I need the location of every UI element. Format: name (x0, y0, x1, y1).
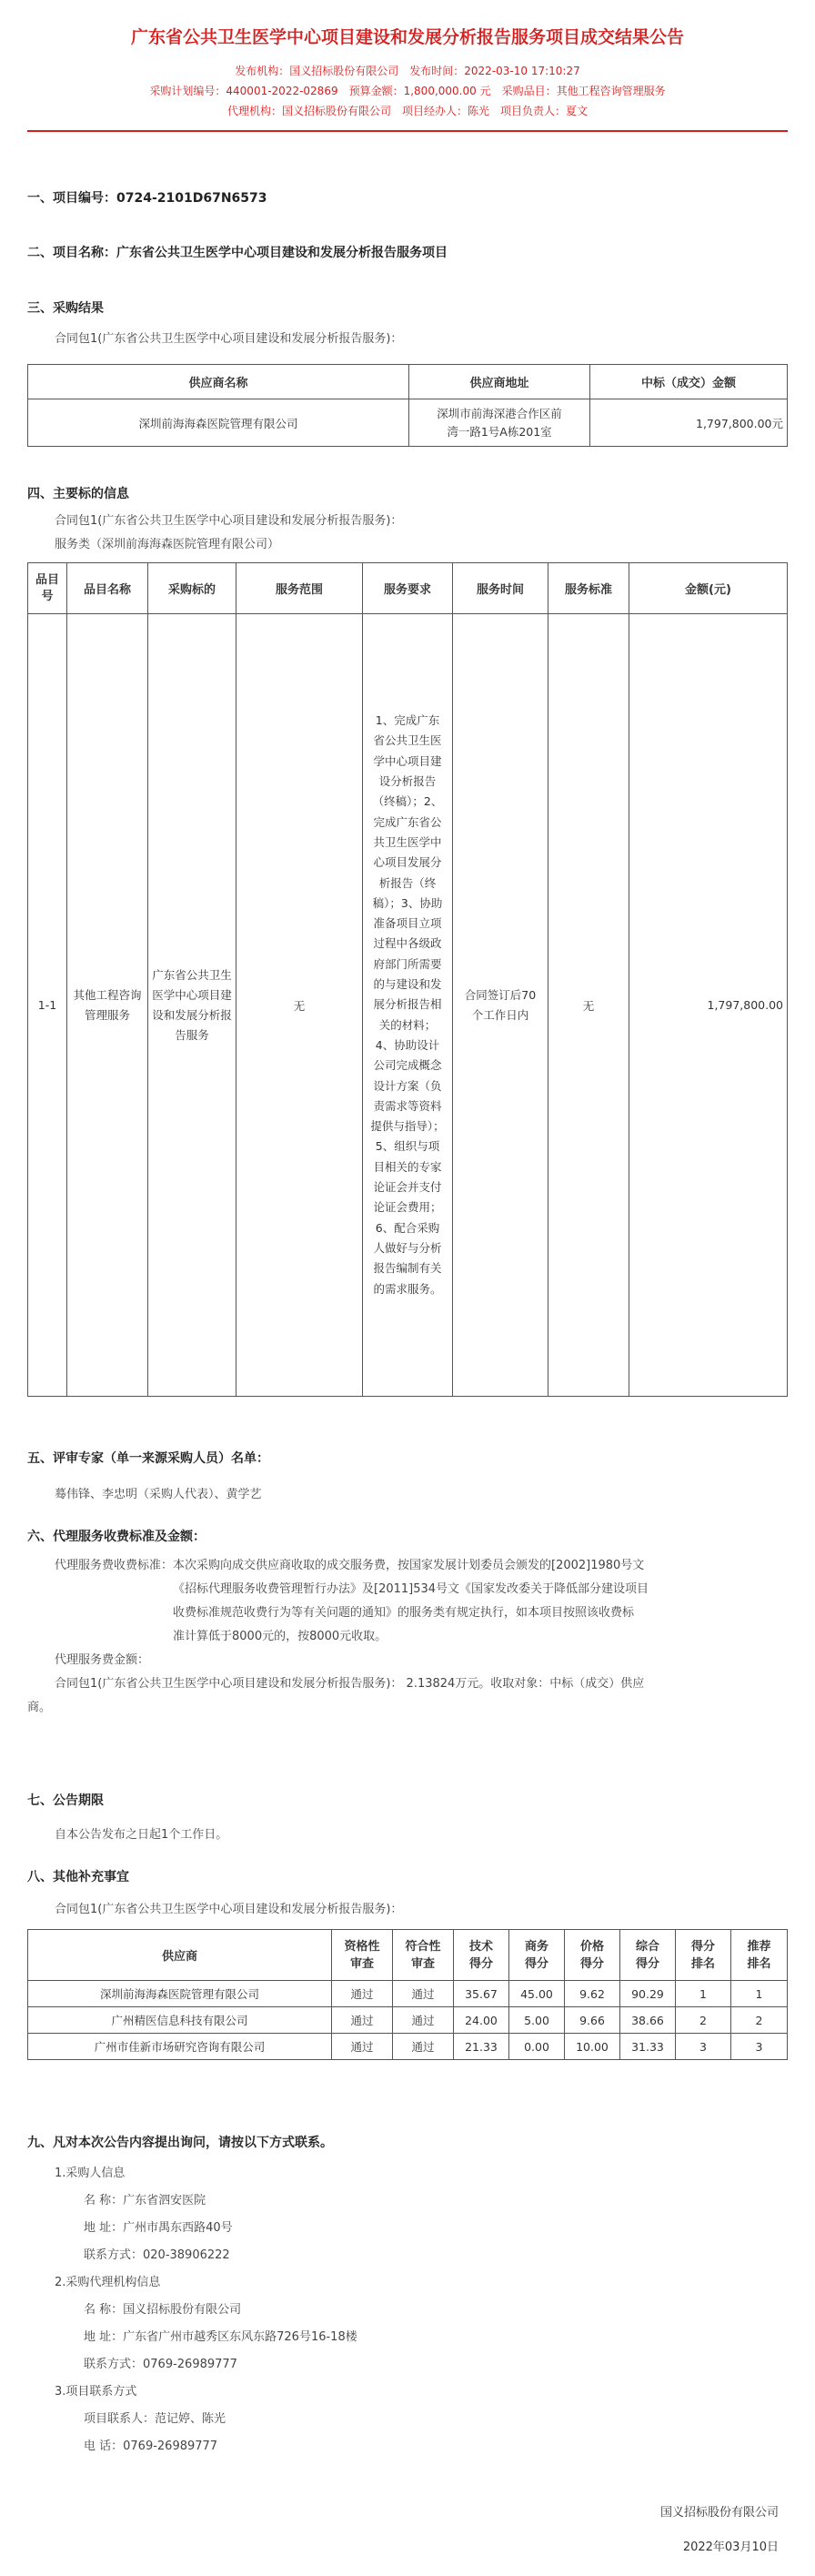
cell-qualification: 通过 (332, 2007, 393, 2034)
fee-standard-line: 《招标代理服务收费管理暂行办法》及[2011]534号文《国家发改委关于降低部分建设项目 (173, 1582, 649, 1596)
section-heading: 二、项目名称：广东省公共卫生医学中心项目建设和发展分析报告服务项目 (27, 246, 448, 260)
header-supplier-address: 供应商地址 (409, 365, 590, 399)
cell-business-score: 0.00 (509, 2034, 565, 2060)
header-tech-score: 技术 得分 (454, 1930, 509, 1981)
cell-tech-score: 24.00 (454, 2007, 509, 2034)
meta-plan-no: 采购计划编号：440001-2022-02869 (149, 85, 338, 97)
section-project-no (27, 188, 788, 207)
section-notice-period (27, 1791, 788, 1847)
signature-org: 国义招标股份有限公司 (659, 2506, 779, 2520)
cell-recommend-rank: 2 (731, 2007, 788, 2034)
section-heading: 六、代理服务收费标准及金额： (27, 1530, 206, 1544)
page-title: 广东省公共卫生医学中心项目建设和发展分析报告服务项目成交结果公告 (130, 27, 684, 47)
fee-standard-line: 代理服务费收费标准：本次采购向成交供应商收取的成交服务费，按国家发展计划委员会颁发的[2002]1980号文 (55, 1559, 645, 1572)
cell-total-score: 38.66 (620, 2007, 676, 2034)
cell-supplier: 广州精医信息科技有限公司 (28, 2007, 332, 2034)
cell-business-score: 5.00 (509, 2007, 565, 2034)
cell-recommend-rank: 3 (731, 2034, 788, 2060)
header-compliance: 符合性 审查 (393, 1930, 454, 1981)
fee-amount-line: 合同包1(广东省公共卫生医学中心项目建设和发展分析报告服务)： 2.13824万元。收取对象：中标（成交）供应 (55, 1677, 645, 1691)
header-score-rank: 得分 排名 (676, 1930, 731, 1981)
table-row (28, 399, 788, 447)
cell-business-score: 45.00 (509, 1981, 565, 2007)
section-agency-fee (27, 1527, 788, 1720)
fee-amount-line: 商。 (27, 1701, 52, 1714)
address-line-1: 深圳市前海深港合作区前 (437, 406, 562, 420)
agency-name: 名 称：国义招标股份有限公司 (84, 2303, 242, 2317)
section-experts (27, 1449, 788, 1507)
header-supplier: 供应商 (28, 1930, 332, 1981)
fee-standard-line: 收费标准规范收费行为等有关问题的通知》的服务类有规定执行，如本项目按照该收费标 (173, 1606, 635, 1620)
cell-supplier: 广州市佳新市场研究咨询有限公司 (28, 2034, 332, 2060)
result-table (27, 364, 788, 447)
project-contact-person: 项目联系人：范记婷、陈光 (84, 2412, 226, 2426)
cell-score-rank: 1 (676, 1981, 731, 2007)
section-project-name (27, 243, 788, 261)
cell-tech-score: 35.67 (454, 1981, 509, 2007)
score-table (27, 1929, 788, 2060)
expert-names: 蓦伟锋、李忠明（采购人代表）、黄学艺 (55, 1488, 262, 1501)
buyer-address: 地 址：广州市禺东西路40号 (84, 2221, 233, 2235)
header-total-score: 综合 得分 (620, 1930, 676, 1981)
service-type-label: 服务类（深圳前海海森医院管理有限公司） (55, 538, 280, 551)
cell-price-score: 9.66 (565, 2007, 620, 2034)
signature-block (660, 2502, 779, 2559)
cell-score-rank: 2 (676, 2007, 731, 2034)
cell-total-score: 31.33 (620, 2034, 676, 2060)
meta-manager: 项目经办人：陈光 (401, 105, 489, 117)
header-price-score: 价格 得分 (565, 1930, 620, 1981)
header-time: 服务时间 (453, 563, 548, 614)
section-main-subject (27, 484, 788, 1397)
section-heading: 七、公告期限 (27, 1793, 104, 1808)
cell-compliance: 通过 (393, 2034, 454, 2060)
cell-qualification: 通过 (332, 2034, 393, 2060)
cell-amount: 1,797,800.00 (629, 614, 788, 1397)
notice-period-text: 自本公告发布之日起1个工作日。 (55, 1828, 228, 1842)
title-divider (27, 130, 788, 132)
header-supplier-name: 供应商名称 (28, 365, 409, 399)
meta-category: 采购品目：其他工程咨询管理服务 (501, 85, 666, 97)
cell-requirement: 1、完成广东省公共卫生医学中心项目建设分析报告（终稿）；2、完成广东省公共卫生医学中心项目发展分析报告（终稿）；3、协助准备项目立项过程中各级政府部门所需要的与建设和发展分析报告相关的材料； 4、协助设计公司完成概念设计方案（负责需求等资料提供与指导）；5、组织与项目相关的专家论证会并支付论证会费用；6、配合采购人做好与分析报告编制有关的需求服务。 (363, 614, 453, 1397)
cell-supplier-address (409, 399, 590, 447)
header-item-name: 品目名称 (67, 563, 148, 614)
header-requirement: 服务要求 (363, 563, 453, 614)
header-recommend-rank: 推荐 排名 (731, 1930, 788, 1981)
buyer-phone: 联系方式：020-38906222 (84, 2248, 230, 2262)
meta-leader: 项目负责人：夏文 (500, 105, 589, 117)
cell-total-score: 90.29 (620, 1981, 676, 2007)
section-heading: 四、主要标的信息 (27, 487, 129, 501)
cell-compliance: 通过 (393, 1981, 454, 2007)
section-heading: 八、其他补充事宜 (27, 1870, 129, 1884)
subject-table (27, 562, 788, 1397)
section-heading: 五、评审专家（单一来源采购人员）名单： (27, 1451, 269, 1466)
meta-publish-time: 发布时间：2022-03-10 17:10:27 (409, 65, 580, 77)
meta-publisher: 发布机构：国义招标股份有限公司 (235, 65, 399, 77)
contact-list (27, 2160, 788, 2460)
agency-address: 地 址：广东省广州市越秀区东风东路726号16-18楼 (84, 2330, 357, 2344)
header-scope: 服务范围 (236, 563, 363, 614)
table-row (28, 2034, 788, 2060)
section-heading: 一、项目编号：0724-2101D67N6573 (27, 191, 267, 206)
meta-budget: 预算金额：1,800,000.00 元 (348, 85, 491, 97)
cell-price-score: 10.00 (565, 2034, 620, 2060)
section-contact (27, 2133, 788, 2460)
meta-agency: 代理机构：国义招标股份有限公司 (226, 105, 391, 117)
table-header-row (28, 1930, 788, 1981)
table-row (28, 2007, 788, 2034)
section-heading: 三、采购结果 (27, 301, 104, 316)
section-procurement-result (27, 298, 788, 447)
fee-standard (27, 1554, 788, 1649)
cell-qualification: 通过 (332, 1981, 393, 2007)
announcement-meta (27, 61, 788, 121)
header-amount: 中标（成交）金额 (590, 365, 788, 399)
cell-score-rank: 3 (676, 2034, 731, 2060)
cell-item-no: 1-1 (28, 614, 67, 1397)
header-item-no: 品目号 (28, 563, 67, 614)
project-contact-title: 3.项目联系方式 (55, 2385, 137, 2399)
section-heading: 九、凡对本次公告内容提出询问，请按以下方式联系。 (27, 2136, 333, 2150)
package-label: 合同包1(广东省公共卫生医学中心项目建设和发展分析报告服务)： (55, 332, 403, 346)
cell-time: 合同签订后70个工作日内 (453, 614, 548, 1397)
cell-amount: 1,797,800.00元 (590, 399, 788, 447)
table-header-row (28, 365, 788, 399)
cell-tech-score: 21.33 (454, 2034, 509, 2060)
project-contact-phone: 电 话：0769-26989777 (84, 2440, 218, 2453)
agency-phone: 联系方式：0769-26989777 (84, 2358, 237, 2371)
section-supplementary (27, 1867, 788, 2060)
address-line-2: 湾一路1号A栋201室 (447, 424, 552, 439)
cell-scope: 无 (236, 614, 363, 1397)
cell-target: 广东省公共卫生医学中心项目建设和发展分析报告服务 (148, 614, 236, 1397)
cell-recommend-rank: 1 (731, 1981, 788, 2007)
header-amount: 金额(元) (629, 563, 788, 614)
fee-standard-line: 准计算低于8000元的，按8000元收取。 (173, 1630, 387, 1643)
cell-standard: 无 (548, 614, 629, 1397)
signature-date: 2022年03月10日 (682, 2541, 779, 2554)
package-label: 合同包1(广东省公共卫生医学中心项目建设和发展分析报告服务)： (55, 514, 403, 528)
table-row (28, 614, 788, 1397)
table-header-row (28, 563, 788, 614)
cell-supplier-name: 深圳前海海森医院管理有限公司 (28, 399, 409, 447)
header-standard: 服务标准 (548, 563, 629, 614)
cell-price-score: 9.62 (565, 1981, 620, 2007)
cell-item-name: 其他工程咨询管理服务 (67, 614, 148, 1397)
package-label: 合同包1(广东省公共卫生医学中心项目建设和发展分析报告服务)： (55, 1903, 403, 1916)
fee-amount-label: 代理服务费金额： (55, 1653, 150, 1667)
header-target: 采购标的 (148, 563, 236, 614)
table-row (28, 1981, 788, 2007)
header-qualification: 资格性 审查 (332, 1930, 393, 1981)
header-business-score: 商务 得分 (509, 1930, 565, 1981)
cell-compliance: 通过 (393, 2007, 454, 2034)
agency-title: 2.采购代理机构信息 (55, 2276, 161, 2289)
buyer-title: 1.采购人信息 (55, 2167, 126, 2180)
content-wrapper (27, 0, 788, 2554)
buyer-name: 名 称：广东省泗安医院 (84, 2194, 206, 2207)
cell-supplier: 深圳前海海森医院管理有限公司 (28, 1981, 332, 2007)
